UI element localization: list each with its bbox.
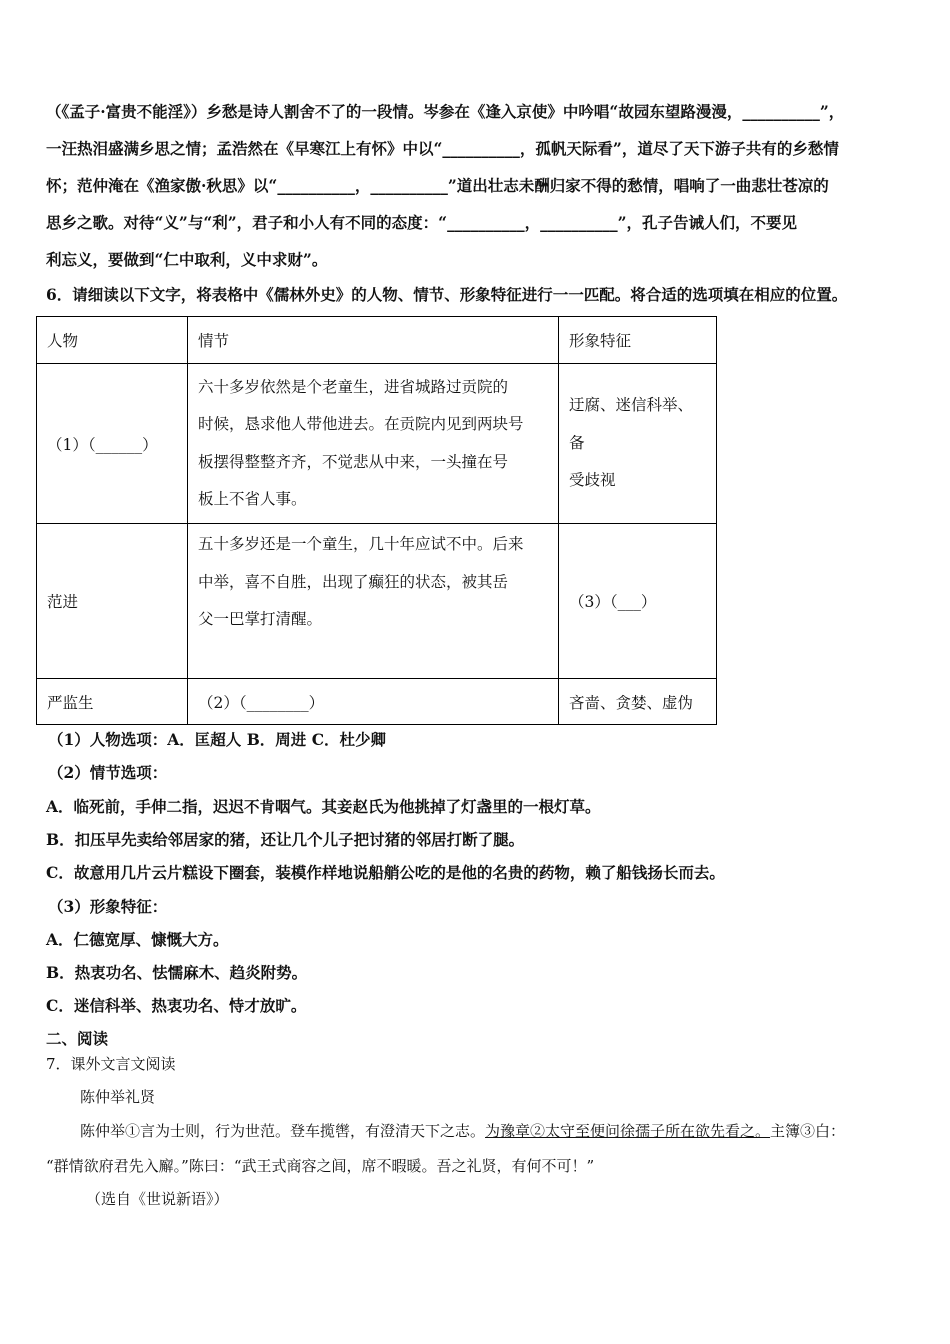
option-plot-c: C．故意用几片云片糕设下圈套，装模作样地说船艄公吃的是他的名贵的药物，赖了船钱扬长而去。 <box>46 863 725 882</box>
underlined-sentence: 为豫章②太守至便问徐孺子所在欲先看之。 <box>485 1122 771 1140</box>
row1-trait: 迂腐、迷信科举、备 受歧视 <box>559 364 717 524</box>
section-title: 二、阅读 <box>46 1029 109 1048</box>
header-person: 人物 <box>37 317 188 364</box>
intro-line-2: 一汪热泪盛满乡思之情；孟浩然在《早寒江上有怀》中以“__________，孤帆天际看”，道尽了天下游子共有的乡愁情 <box>46 139 839 158</box>
option-plot-b: B．扣压早先卖给邻居家的猪，还让几个儿子把讨猪的邻居打断了腿。 <box>46 830 525 849</box>
intro-line-4: 思乡之歌。对待“义”与“利”，君子和小人有不同的态度：“__________，__________”，孔子告诫人们，不要见 <box>46 213 797 232</box>
option-plot-a: A．临死前，手伸二指，迟迟不肯咽气。其妾赵氏为他挑掉了灯盏里的一根灯草。 <box>46 797 601 816</box>
row3-person: 严监生 <box>37 679 188 725</box>
options-person: （1）人物选项：A．匡超人 B．周进 C．杜少卿 <box>48 730 387 749</box>
row2-plot: 五十多岁还是一个童生，几十年应试不中。后来 中举，喜不自胜，出现了癫狂的状态，被其岳 父一巴掌打清醒。 <box>188 524 559 679</box>
row2-person: 范进 <box>37 524 188 679</box>
option-trait-b: B．热衷功名、怯懦麻木、趋炎附势。 <box>46 963 308 982</box>
row1-plot: 六十多岁依然是个老童生，进省城路过贡院的 时候，恳求他人带他进去。在贡院内见到两块号 板摆得整整齐齐，不觉悲从中来，一头撞在号 板上不省人事。 <box>188 364 559 524</box>
header-plot: 情节 <box>188 317 559 364</box>
intro-line-5: 利忘义，要做到“仁中取利，义中求财”。 <box>46 250 328 269</box>
options-plot-title: （2）情节选项： <box>48 763 168 782</box>
row3-plot: （2）（________） <box>188 679 559 725</box>
header-trait: 形象特征 <box>559 317 717 364</box>
intro-line-3: 怀；范仲淹在《渔家傲·秋思》以“__________，__________”道出壮志未酬归家不得的愁情，唱响了一曲悲壮苍凉的 <box>46 176 829 195</box>
intro-line-1: （《孟子·富贵不能淫》）乡愁是诗人割舍不了的一段情。岑参在《逢入京使》中吟唱“故园东望路漫漫，__________”， <box>46 102 845 121</box>
table-row <box>37 679 717 725</box>
passage-line-2: “群情欲府君先入廨。”陈曰：“武王式商容之闾，席不暇暖。吾之礼贤，有何不可！” <box>46 1157 595 1175</box>
option-trait-a: A．仁德宽厚、慷慨大方。 <box>46 930 229 949</box>
passage-line-1: 陈仲举①言为士则，行为世范。登车揽辔，有澄清天下之志。为豫章②太守至便问徐孺子所在欲先看之。主簿③白： <box>80 1122 846 1140</box>
row3-trait: 吝啬、贪婪、虚伪 <box>559 679 717 725</box>
passage-source: （选自《世说新语》） <box>86 1190 229 1208</box>
table-row <box>37 364 717 524</box>
question-6: 6．请细读以下文字，将表格中《儒林外史》的人物、情节、形象特征进行一一匹配。将合适的选项填在相应的位置。 <box>46 285 848 304</box>
row1-person: （1）（______） <box>37 364 188 524</box>
table-row <box>37 524 717 679</box>
row2-trait: （3）（___） <box>559 524 717 679</box>
question-7: 7．课外文言文阅读 <box>46 1055 176 1073</box>
matching-table <box>36 316 717 725</box>
option-trait-c: C．迷信科举、热衷功名、恃才放旷。 <box>46 996 307 1015</box>
options-trait-title: （3）形象特征： <box>48 897 168 916</box>
passage-title: 陈仲举礼贤 <box>80 1088 156 1106</box>
